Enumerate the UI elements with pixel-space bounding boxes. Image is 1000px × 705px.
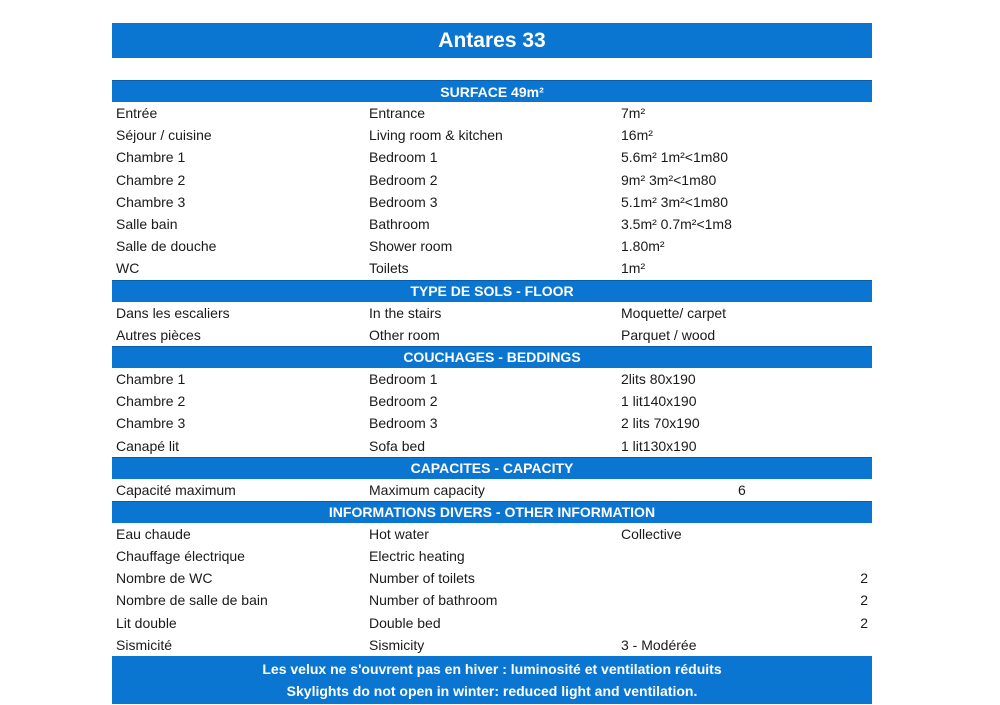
section-header-capacity: CAPACITES - CAPACITY xyxy=(112,457,872,479)
label-fr: Autres pièces xyxy=(116,326,201,343)
skylight-note xyxy=(112,656,872,704)
table-row xyxy=(112,523,872,545)
label-en: Toilets xyxy=(369,260,409,277)
row-value: 1 lit130x190 xyxy=(621,437,697,454)
label-fr: Lit double xyxy=(116,614,177,631)
page-title xyxy=(112,23,872,58)
table-row xyxy=(112,124,872,146)
label-en: Electric heating xyxy=(369,548,465,565)
table-row xyxy=(112,634,872,656)
label-fr: Chambre 2 xyxy=(116,171,186,188)
section-header-floor: TYPE DE SOLS - FLOOR xyxy=(112,280,872,302)
table-row xyxy=(112,479,872,501)
label-en: Maximum capacity xyxy=(369,481,485,498)
label-en: Sismicity xyxy=(369,636,425,653)
label-en: Bedroom 1 xyxy=(369,149,438,166)
label-en: Bedroom 3 xyxy=(369,193,438,210)
row-value: 9m² 3m²<1m80 xyxy=(621,171,717,188)
row-value: 2 xyxy=(860,614,868,631)
section-header-beddings: COUCHAGES - BEDDINGS xyxy=(112,346,872,368)
label-fr: Chambre 1 xyxy=(116,370,186,387)
row-value: 5.1m² 3m²<1m80 xyxy=(621,193,728,210)
section-header-other-information: INFORMATIONS DIVERS - OTHER INFORMATION xyxy=(112,501,872,523)
label-en: Other room xyxy=(369,326,440,343)
label-en: Bedroom 2 xyxy=(369,171,438,188)
section-header-surface: SURFACE 49m² xyxy=(112,80,872,102)
table-row xyxy=(112,434,872,456)
row-value: 3 - Modérée xyxy=(621,636,697,653)
row-value: 6 xyxy=(738,481,746,498)
label-fr: Nombre de salle de bain xyxy=(116,592,268,609)
label-en: Bathroom xyxy=(369,216,430,233)
label-en: Entrance xyxy=(369,105,426,122)
table-row xyxy=(112,102,872,124)
label-fr: Sismicité xyxy=(116,636,173,653)
table-row xyxy=(112,545,872,567)
row-value: 16m² xyxy=(621,127,653,144)
label-en: Shower room xyxy=(369,238,453,255)
label-en: Bedroom 3 xyxy=(369,415,438,432)
info-sheet xyxy=(112,23,872,704)
label-fr: Capacité maximum xyxy=(116,481,236,498)
label-en: Number of toilets xyxy=(369,570,475,587)
label-fr: Chambre 3 xyxy=(116,415,186,432)
table-row xyxy=(112,213,872,235)
label-fr: Salle bain xyxy=(116,216,178,233)
table-row xyxy=(112,368,872,390)
label-fr: Chauffage électrique xyxy=(116,548,245,565)
label-fr: Eau chaude xyxy=(116,525,191,542)
label-fr: WC xyxy=(116,260,140,277)
row-value: 2 lits 70x190 xyxy=(621,415,700,432)
label-en: Double bed xyxy=(369,614,441,631)
label-en: In the stairs xyxy=(369,304,442,321)
table-row xyxy=(112,169,872,191)
row-value: Moquette/ carpet xyxy=(621,304,727,321)
label-fr: Salle de douche xyxy=(116,238,217,255)
label-en: Bedroom 1 xyxy=(369,370,438,387)
table-row xyxy=(112,567,872,589)
label-fr: Chambre 3 xyxy=(116,193,186,210)
table-row xyxy=(112,191,872,213)
label-fr: Chambre 2 xyxy=(116,393,186,410)
label-fr: Entrée xyxy=(116,105,158,122)
label-en: Sofa bed xyxy=(369,437,426,454)
row-value: 2 xyxy=(860,592,868,609)
label-en: Number of bathroom xyxy=(369,592,498,609)
row-value: 1.80m² xyxy=(621,238,665,255)
table-row xyxy=(112,302,872,324)
label-en: Hot water xyxy=(369,525,429,542)
label-fr: Canapé lit xyxy=(116,437,180,454)
label-en: Bedroom 2 xyxy=(369,393,438,410)
table-row xyxy=(112,257,872,279)
row-value: 7m² xyxy=(621,105,646,122)
label-en: Living room & kitchen xyxy=(369,127,503,144)
skylight-note-fr: Les velux ne s'ouvrent pas en hiver : luminosité et ventilation réduits xyxy=(262,660,722,677)
row-value: 1 lit140x190 xyxy=(621,393,697,410)
table-row xyxy=(112,390,872,412)
row-value: 5.6m² 1m²<1m80 xyxy=(621,149,728,166)
table-row xyxy=(112,235,872,257)
label-fr: Séjour / cuisine xyxy=(116,127,212,144)
row-value: Collective xyxy=(621,525,682,542)
row-value: 3.5m² 0.7m²<1m8 xyxy=(621,216,732,233)
table-row xyxy=(112,146,872,168)
table-row xyxy=(112,612,872,634)
table-row xyxy=(112,324,872,346)
label-fr: Chambre 1 xyxy=(116,149,186,166)
row-value: 1m² xyxy=(621,260,646,277)
row-value: 2 xyxy=(860,570,868,587)
row-value: Parquet / wood xyxy=(621,326,716,343)
label-fr: Nombre de WC xyxy=(116,570,213,587)
table-row xyxy=(112,412,872,434)
table-row xyxy=(112,589,872,611)
page-title-text: Antares 33 xyxy=(438,28,546,52)
skylight-note-en: Skylights do not open in winter: reduced light and ventilation. xyxy=(286,682,698,699)
label-fr: Dans les escaliers xyxy=(116,304,230,321)
row-value: 2lits 80x190 xyxy=(621,370,696,387)
